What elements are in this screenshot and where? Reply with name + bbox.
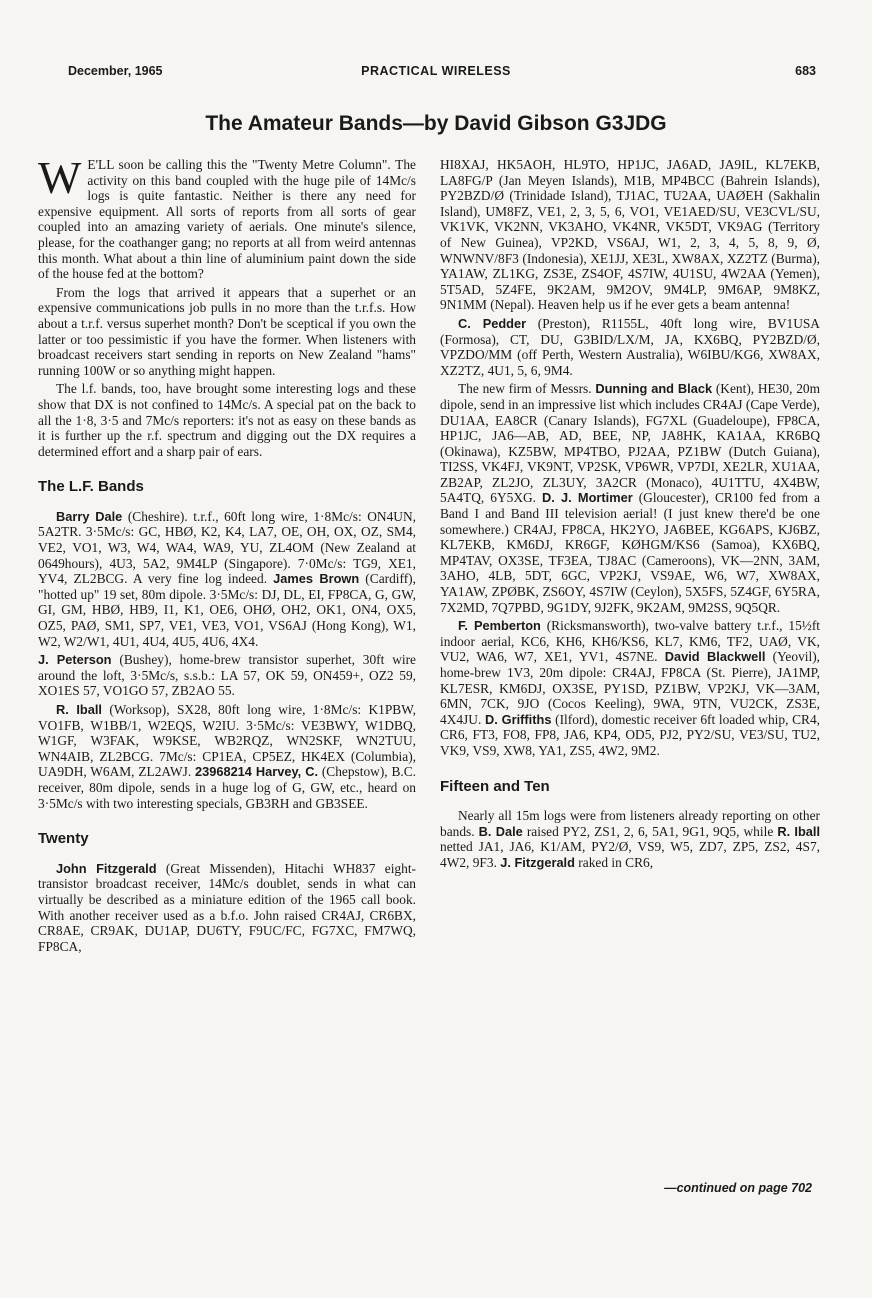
section-heading-twenty: Twenty — [38, 830, 89, 848]
reporter-name: John Fitzgerald — [56, 860, 157, 876]
paragraph: From the logs that arrived it appears that a superhet or an expensive communications job pulls in no more than the t.r.f.s. How about a t.r.f. versus superhet month? Don't be sceptical if you own the latter or too pessimistic if you have the former. When listeners with broadcast receivers start sending in reports on New Zealand "hams" running 100W or so anything might happen. — [38, 284, 416, 378]
left-column — [38, 152, 417, 957]
continued-note: —continued on page 702 — [664, 1181, 812, 1195]
report-paragraph: Barry Dale (Cheshire). t.r.f., 60ft long wire, 1·8Mc/s: ON4UN, 5A2TR. 3·5Mc/s: GC, HBØ, K2, K4, LA7, OE, OH, OX, OZ, SM4, VE2, VO1, W3, W4, WA4, WA9, YU, ZL4OM (New Zealand at 0649hours), 4U3, 5A2, 9M4LP (Singapore). 7·0Mc/s: TG9, XE1, YV4, ZL2BCG. A very fine log indeed. James Brown (Cardiff), "hotted up" 19 set, 80m dipole. 3·5Mc/s: DJ, DL, EI, FP8CA, G, GW, GI, GM, HBØ, HB9, I1, K1, OE6, OHØ, OH2, OK1, ON4, OX5, OZ5, PAØ, SM1, SP7, VE1, VE3, VO1, VS6AJ (Hong Kong), W1, W2, W2/W1, 4U1, 4U4, 4U5, 4U6, 4X4. — [38, 508, 416, 649]
section-heading-lf: The L.F. Bands — [38, 478, 144, 496]
reporter-name: D. Griffiths — [484, 711, 552, 727]
paragraph: The l.f. bands, too, have brought some interesting logs and these show that DX is not confined to 14Mc/s. A special pat on the back to all the 1·8, 3·5 and 7Mc/s reporters: it's not as easy on these bands as it is further up the r.f. spectrum and digging out the DX requires a determined effort and a sharp pair of ears. — [38, 381, 416, 459]
reporter-name: B. Dale — [478, 823, 523, 839]
reporter-name: 23968214 Harvey, C. — [194, 764, 319, 780]
reporter-name: Dunning and Black — [595, 381, 713, 397]
page-number: 683 — [795, 64, 816, 78]
reporter-name: J. Peterson — [38, 652, 112, 668]
reporter-name: R. Iball — [777, 823, 821, 839]
report-paragraph: C. Pedder (Preston), R1155L, 40ft long wire, BV1USA (Formosa), CT, DU, G3BID/LX/M, JA, KX6BQ, PY2BZD/Ø, VPZDO/MM (off Perth, Western Australia), W6IBU/KG6, XW8AX, XZ2TZ, 4U1, 5, 6, 9M4. — [440, 315, 820, 378]
report-paragraph: John Fitzgerald (Great Missenden), Hitachi WH837 eight-transistor broadcast receiver, 14Mc/s doublet, sends in what can virtually be described as a miniature edition of the 1965 call book. With another receiver used as a b.f.o. John raised CR4AJ, CR6BX, CR8AE, CR9AK, DU1AP, DU6TY, F9UC/FC, FG7XC, FM7WQ, FP8CA, — [38, 860, 416, 954]
reporter-name: J. Fitzgerald — [500, 854, 575, 870]
reporter-name: D. J. Mortimer — [542, 490, 633, 506]
report-paragraph: The new firm of Messrs. Dunning and Black (Kent), HE30, 20m dipole, send in an impressive list which includes CR4AJ (Cape Verde), DU1AA, EA8CR (Canary Islands), FG7XL (Guadeloupe), FP8CA, HP1JC, JA6—AB, AD, BEE, NP, JA8HK, KA1AA, KR6BQ (Okinawa), KZ5BW, MP4TBO, PJ2AA, PZ1BW (Dutch Guiana), TI2SS, VK4FJ, VK9NT, VP2SK, VP6WR, VP7DI, XE2LR, XU1AA, ZB2AP, ZL2JO, ZL3UY, 3A2CR (Monaco), 4U1TTU, 4X4BW, 5A4TQ, 6Y5XG. D. J. Mortimer (Gloucester), CR100 fed from a Band I and Band III television aerial! (I just knew there'd be one somewhere.) CR4AJ, FP8CA, HK2YO, JA6BEE, KG6APS, KJ6BZ, KL7EKB, KM6DJ, KR6GF, KØHGM/KS6 (Samoa), KX6BQ, MP4TAV, OX3SE, TF3EA, TJ8AC (Cameroons), VK—2NN, 3AM, 3AHO, 4LB, 5DT, 6GC, VP2KJ, VS9AE, W6, W7, XW8AX, YA1AW, ZPØBK, ZS6OY, 4S7IW (Ceylon), 5X5FS, 5Z4GF, 6Y5RA, 7X2MD, 7Q7PBD, 9G1DY, 9J2FK, 9K2AM, 9M2SS, 9Q5QR. — [440, 381, 821, 615]
right-column — [440, 157, 820, 874]
reporter-name: C. Pedder — [458, 315, 527, 331]
section-heading-fifteen: Fifteen and Ten — [440, 777, 550, 795]
reporter-name: F. Pemberton — [458, 618, 541, 634]
paragraph: HI8XAJ, HK5AOH, HL9TO, HP1JC, JA6AD, JA9IL, KL7EKB, LA8FG/P (Jan Meyen Islands), M1B, MP4BCC (Bahrein Islands), PY2BZD/Ø (Trinidade Island), TJ1AC, TU2AA, UAØEH (Sakhalin Island), UM8FZ, VE1, 2, 3, 5, 6, VO1, VE1AED/SU, VE3CVL/SU, VK1VK, VK2NN, VK3AHO, VK4NR, VK5DT, VK9AG (Territory of New Guinea), VP2KD, VS6AJ, W1, 2, 3, 4, 5, 8, 9, Ø, WNWNV/8F3 (Indonesia), XE1JJ, XE3L, XW8AX, XZ2TZ (Burma), YA1AW, ZL1KG, ZS3E, ZS4OF, 4S7IW, 4U1SU, 4W2AA (Yemen), 5T5AD, 5Z4FE, 9K2AM, 9M2OV, 9M4LP, 9M6AP, 9M8KZ, 9N1MM (Nepal). Heaven help us if he ever gets a beam antenna! — [440, 157, 820, 313]
reporter-name: James Brown — [273, 571, 360, 587]
report-paragraph: R. Iball (Worksop), SX28, 80ft long wire, 1·8Mc/s: K1PBW, VO1FB, W1BB/1, W2EQS, W2IU. 3·5Mc/s: VE3BWY, W1DBQ, W1GF, W3FAK, W9KSE, WB2RQZ, WN2SKF, WN2TUU, WN4AIB, ZL2BCG. 7Mc/s: CP1EA, CP5EZ, HK4EX (Columbia), UA9DH, W6AM, ZL2AWJ. 23968214 Harvey, C. (Chepstow), B.C. receiver, 80m dipole, sends in a huge log of G, GW, etc., heard on 3·5Mc/s with two interesting specials, GB3RH and GB3SEE. — [38, 702, 417, 811]
magazine-name: PRACTICAL WIRELESS — [361, 64, 511, 78]
intro-paragraph: W E'LL soon be calling this the "Twenty Metre Column". The activity on this band coupled with the huge pile of 14Mc/s logs is quite fantastic. Neither is there any need for expensive equipment. All sorts of reports from all sorts of gear coupled into an amazing variety of aerials. One minute's silence, please, for the coathanger gang; no reports at all from weird antennas this month. What about a thin line of aluminium paint down the side of the house fed at the bottom? — [38, 152, 416, 282]
report-paragraph: J. Peterson (Bushey), home-brew transistor superhet, 30ft wire around the loft, 3·5Mc/s, s.s.b.: LA 57, OK 59, ON459+, OZ2 59, XO1ES 57, VO1GO 57, ZB2AO 55. — [38, 652, 416, 699]
reporter-name: R. Iball — [56, 702, 102, 717]
issue-date: December, 1965 — [68, 64, 163, 78]
reporter-name: David Blackwell — [664, 649, 766, 665]
report-paragraph: Nearly all 15m logs were from listeners already reporting on other bands. B. Dale raised PY2, ZS1, 2, 6, 5A1, 9G1, 9Q5, while R. Iball netted JA1, JA6, K1/AM, PY2/Ø, VS9, W5, ZD7, ZP5, ZS2, 4S7, 4W2, 9F3. J. Fitzgerald raked in CR6, — [440, 808, 821, 870]
article-title: The Amateur Bands—by David Gibson G3JDG — [205, 112, 667, 135]
drop-cap: W — [38, 152, 82, 203]
reporter-name: Barry Dale — [56, 508, 123, 524]
report-paragraph: F. Pemberton (Ricksmansworth), two-valve battery t.r.f., 15½ft indoor aerial, KC6, KH6, KH6/KS6, KL7, KM6, TF2, UAØ, VK, VU2, WA6, W7, XE1, YV1, 4S7NE. David Blackwell (Yeovil), home-brew 1V3, 20m dipole: CR4AJ, FP8CA (St. Pierre), JA1MP, KL7ESR, KM6DJ, OX3SE, PY1SD, PZ1BW, VP2KJ, VK—3AM, 6MN, 7CK, 9JO (Cocos Keeling), 9WA, 9TN, VU2CK, ZS3E, 4X4JU. D. Griffiths (Ilford), domestic receiver 6ft loaded whip, CR4, CR6, FT3, FO8, FP8, JA6, KP4, OD5, PJ2, PY2/SU, VE3/SU, TU2, VK9, VS9, XW8, YA1, ZS5, 4W2, 9M2. — [440, 618, 821, 758]
